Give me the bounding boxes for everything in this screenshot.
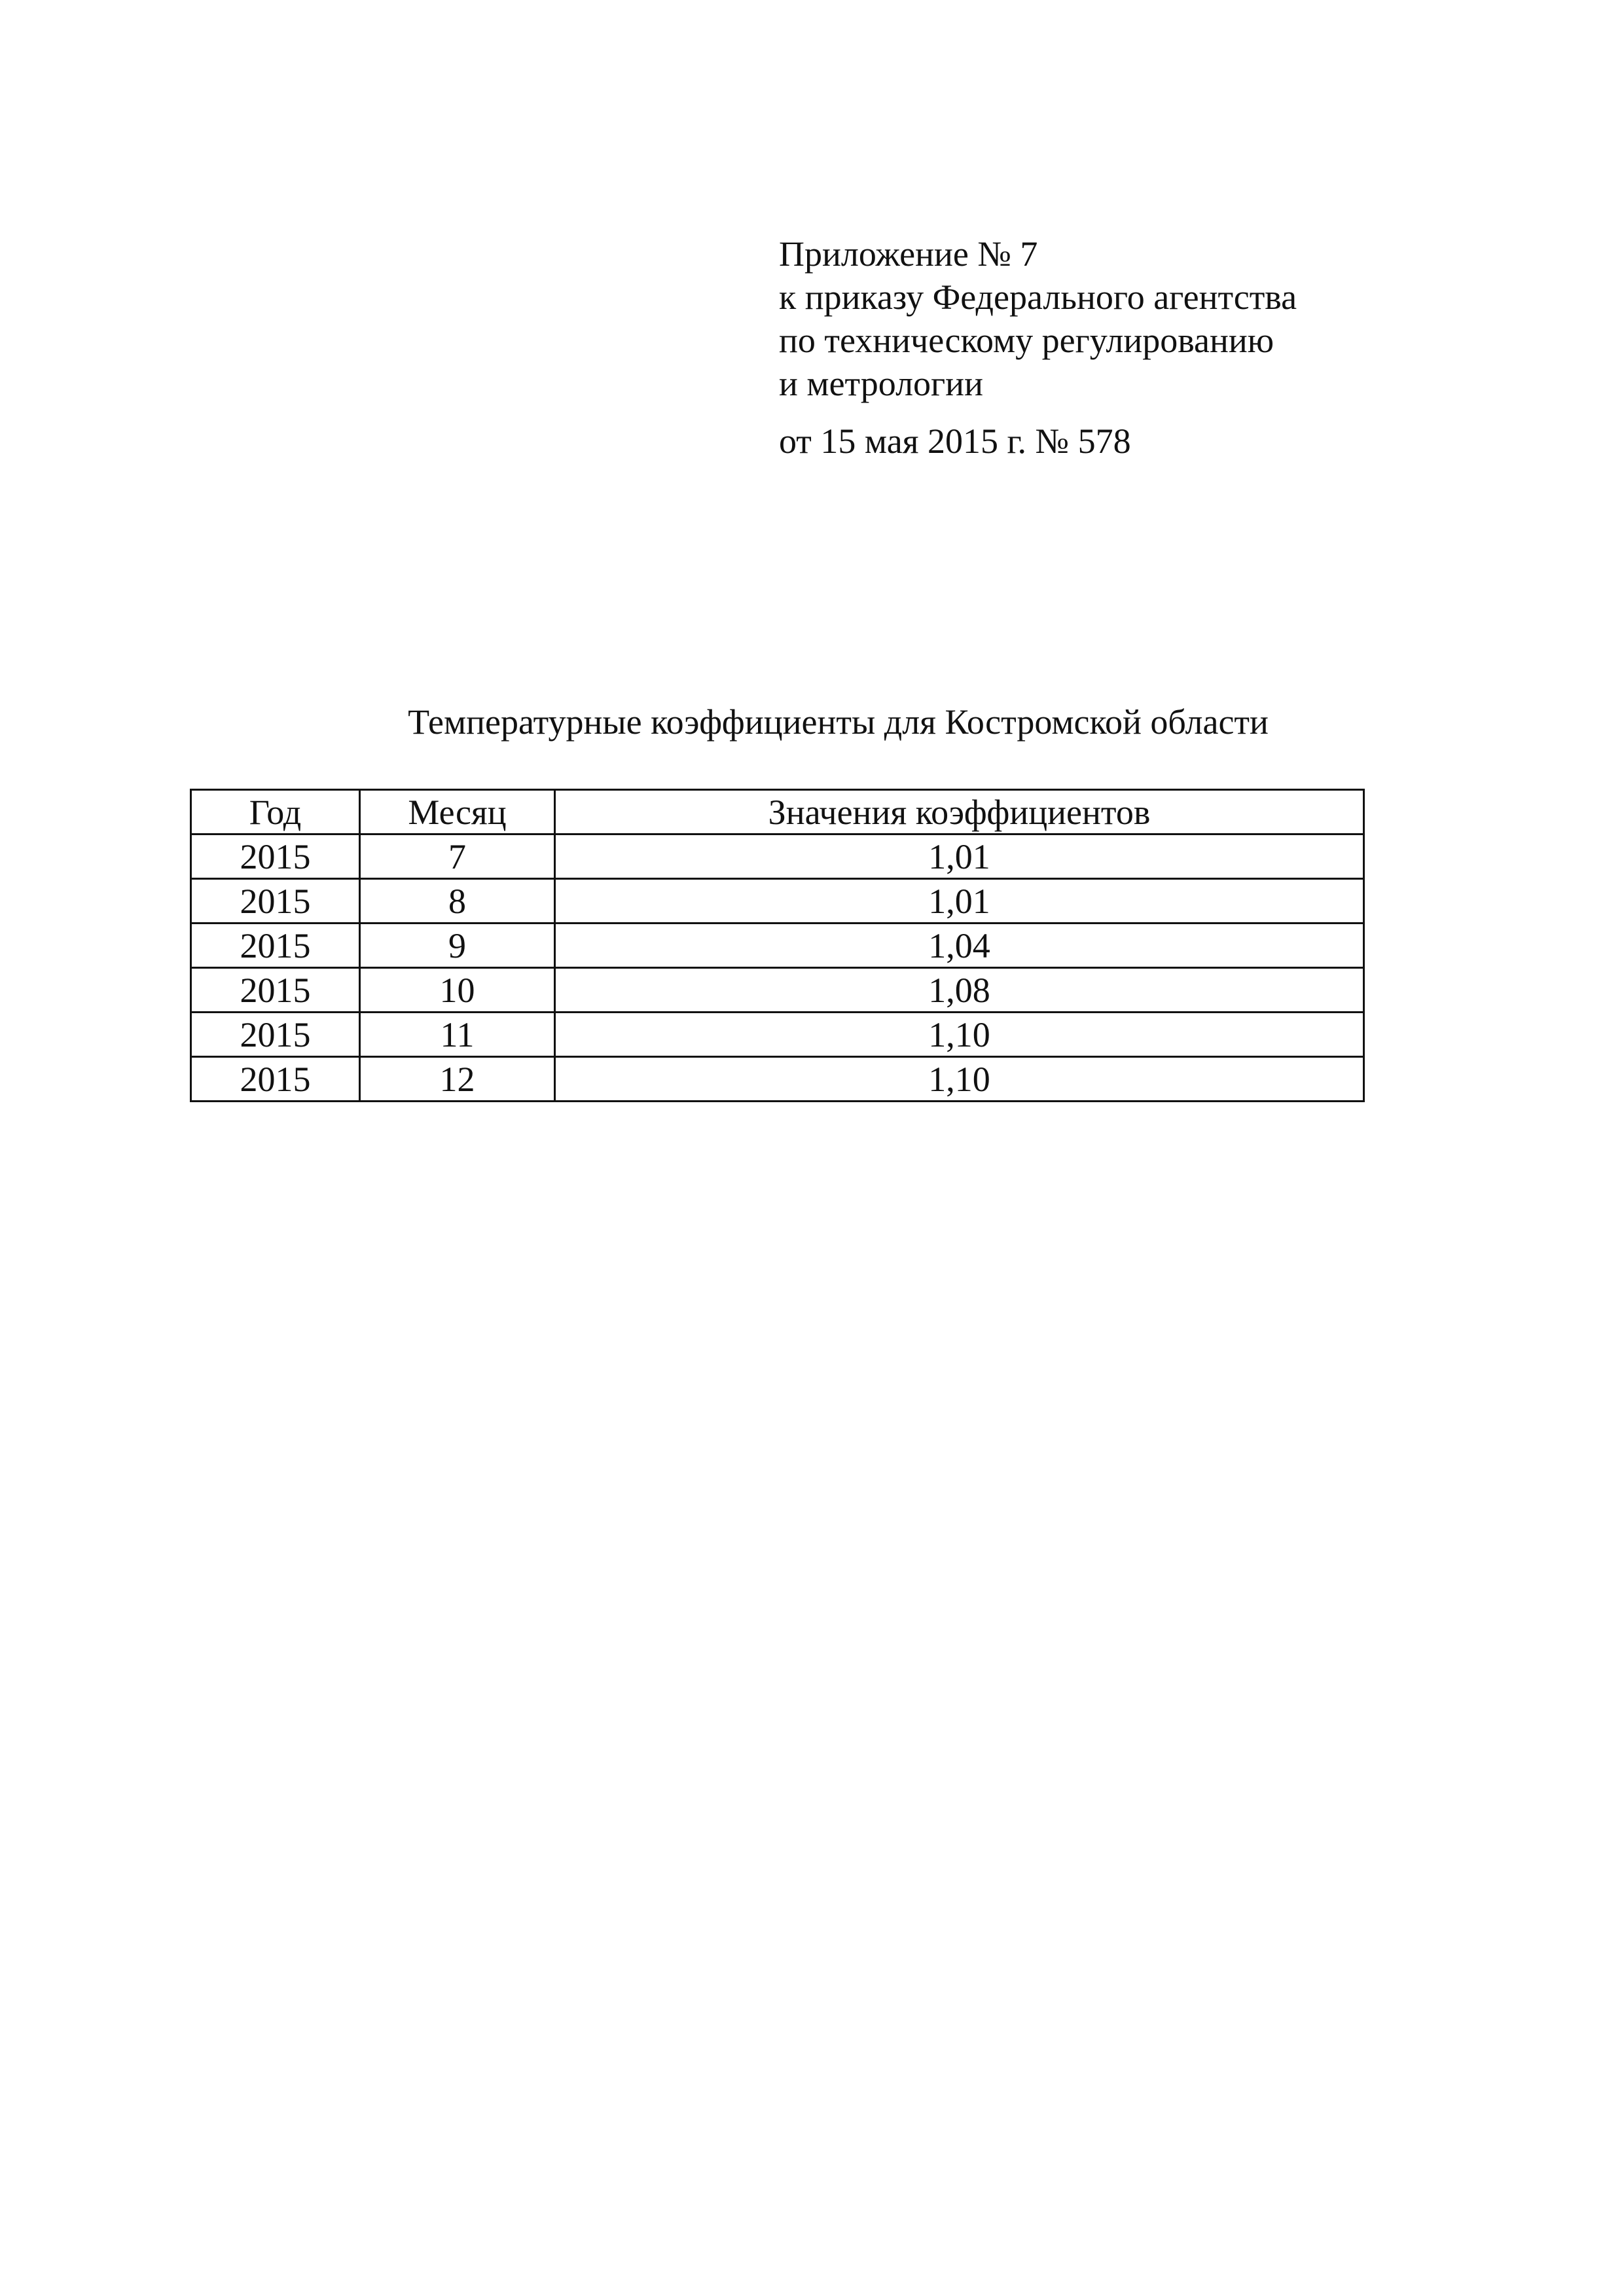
- table-row: [191, 1013, 1364, 1057]
- coefficients-table: [190, 789, 1365, 1102]
- annex-agency-line: по техническому регулированию: [779, 321, 1274, 360]
- cell-year: 2015: [191, 1013, 360, 1057]
- table-title: Температурные коэффициенты для Костромской области: [408, 702, 1269, 742]
- cell-month: 11: [360, 1013, 555, 1057]
- annex-number: Приложение № 7: [779, 234, 1038, 274]
- cell-year: 2015: [191, 968, 360, 1013]
- cell-month: 10: [360, 968, 555, 1013]
- cell-value: 1,04: [555, 924, 1364, 968]
- cell-value: 1,10: [555, 1057, 1364, 1102]
- table-row: [191, 879, 1364, 924]
- header-month: Месяц: [360, 790, 555, 834]
- annex-order-date: от 15 мая 2015 г. № 578: [779, 422, 1131, 461]
- cell-month: 12: [360, 1057, 555, 1102]
- cell-year: 2015: [191, 1057, 360, 1102]
- cell-value: 1,01: [555, 879, 1364, 924]
- cell-month: 9: [360, 924, 555, 968]
- cell-value: 1,01: [555, 834, 1364, 879]
- table-row: [191, 924, 1364, 968]
- annex-order-ref: к приказу Федерального агентства: [779, 278, 1297, 317]
- header-year: Год: [191, 790, 360, 834]
- table-row: [191, 1057, 1364, 1102]
- cell-year: 2015: [191, 924, 360, 968]
- cell-value: 1,08: [555, 968, 1364, 1013]
- table-row: [191, 834, 1364, 879]
- cell-year: 2015: [191, 879, 360, 924]
- header-value: Значения коэффициентов: [555, 790, 1364, 834]
- cell-month: 7: [360, 834, 555, 879]
- table-row: [191, 968, 1364, 1013]
- annex-metrology-line: и метрологии: [779, 364, 983, 403]
- annex-header: [779, 232, 1297, 463]
- cell-month: 8: [360, 879, 555, 924]
- cell-year: 2015: [191, 834, 360, 879]
- cell-value: 1,10: [555, 1013, 1364, 1057]
- table-header-row: [191, 790, 1364, 834]
